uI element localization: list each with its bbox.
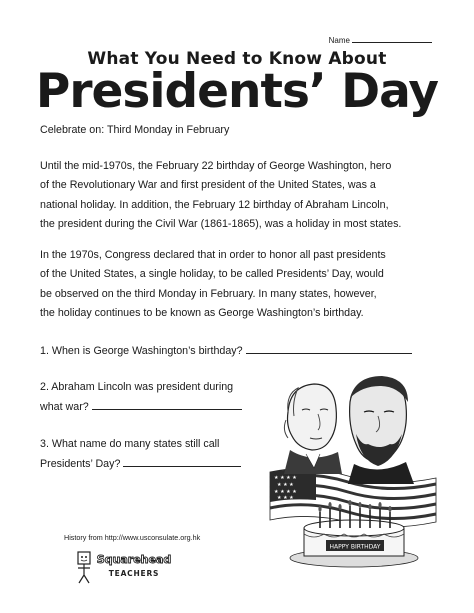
- paragraph-line: In the 1970s, Congress declared that in order to honor all past presidents: [40, 249, 386, 261]
- question-2: [40, 378, 242, 417]
- paragraph-1: [40, 157, 440, 234]
- paragraph-line: the holiday continues to be known as George Washington’s birthday.: [40, 306, 364, 319]
- washington-portrait: [284, 384, 342, 474]
- worksheet-subtitle: What You Need to Know About: [87, 49, 387, 69]
- name-blank: [352, 42, 432, 43]
- question-3-text-1: 3. What name do many states still call: [40, 438, 220, 450]
- name-field: [329, 36, 432, 45]
- question-3: [40, 435, 241, 474]
- svg-text:★ ★ ★: ★ ★ ★: [277, 495, 294, 501]
- answer-1-blank[interactable]: [246, 343, 412, 354]
- svg-text:★ ★ ★: ★ ★ ★: [277, 482, 294, 488]
- source-credit: History from http://www.usconsulate.org.hk: [64, 533, 201, 542]
- svg-text:★ ★ ★ ★: ★ ★ ★ ★: [274, 489, 297, 495]
- answer-2-blank[interactable]: [92, 399, 242, 410]
- question-2-text-1: 2. Abraham Lincoln was president during: [40, 381, 234, 393]
- paragraph-line: national holiday. In addition, the February 12 birthday of Abraham Lincoln,: [40, 198, 389, 211]
- paragraph-line: the president during the Civil War (1861-1865), was a holiday in most states.: [40, 217, 402, 230]
- logo-wordmark: Squarehead: [96, 553, 172, 566]
- question-1: [40, 342, 412, 362]
- paragraph-line: be observed on the third Monday in February. In many states, however,: [40, 287, 377, 300]
- squarehead-teachers-logo: [74, 549, 174, 585]
- answer-3-blank[interactable]: [123, 456, 241, 467]
- question-1-text: 1. When is George Washington’s birthday?: [40, 345, 243, 357]
- name-label: Name: [328, 36, 350, 45]
- celebrate-line: Celebrate on: Third Monday in February: [40, 124, 230, 136]
- cake-text: HAPPY BIRTHDAY: [329, 543, 381, 551]
- teacher-icon: [78, 552, 90, 583]
- paragraph-2: [40, 246, 440, 323]
- paragraph-line: of the United States, a single holiday, to be called Presidents’ Day, would: [40, 268, 384, 281]
- question-3-text-2: Presidents’ Day?: [40, 457, 121, 470]
- worksheet-title: Presidents’ Day: [35, 64, 439, 119]
- lincoln-portrait: [348, 376, 414, 484]
- svg-text:★ ★ ★ ★: ★ ★ ★ ★: [274, 475, 297, 481]
- question-2-text-2: what war?: [40, 400, 89, 413]
- paragraph-line: Until the mid-1970s, the February 22 birthday of George Washington, hero: [40, 160, 392, 172]
- presidents-illustration: [268, 372, 438, 572]
- paragraph-line: of the Revolutionary War and first president of the United States, was a: [40, 179, 376, 192]
- logo-subtext: TEACHERS: [108, 569, 160, 578]
